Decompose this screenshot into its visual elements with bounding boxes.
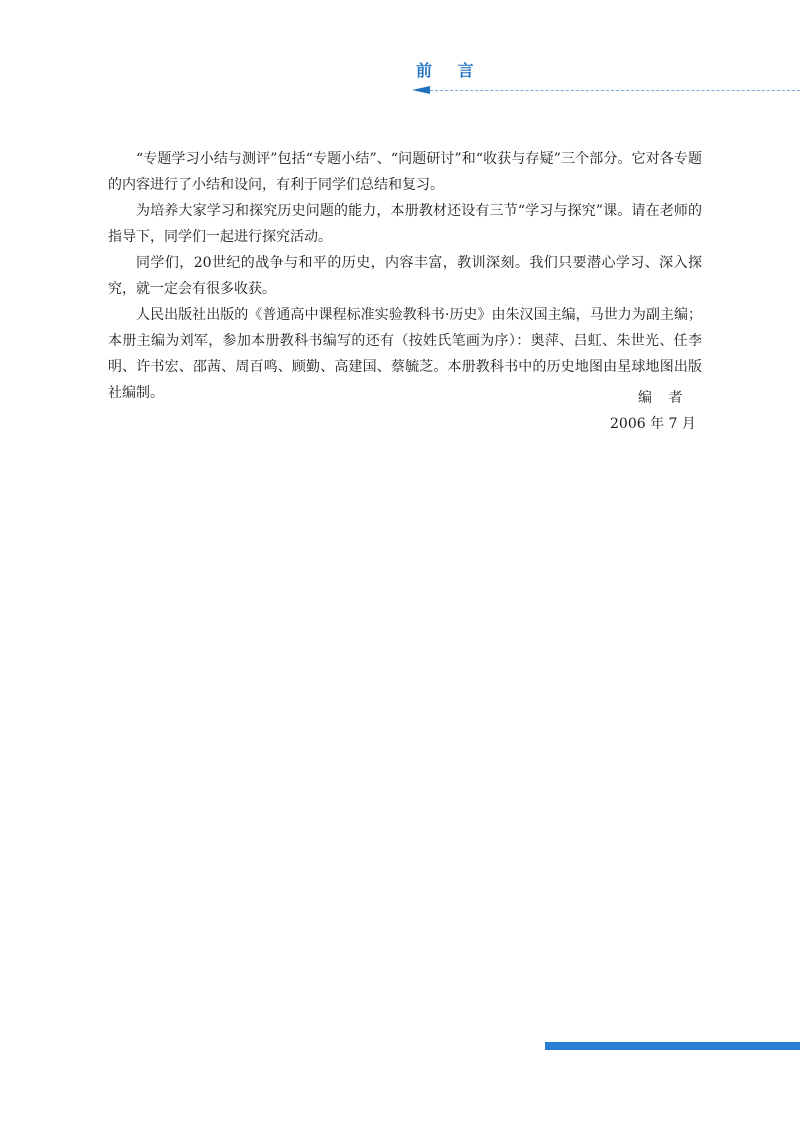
- preface-body: [108, 146, 702, 406]
- paragraph: “专题学习小结与测评”包括“专题小结”、“问题研讨”和“收获与存疑”三个部分。它对各专题的内容进行了小结和设问，有利于同学们总结和复习。: [108, 151, 702, 193]
- publication-date: 2006 年 7 月: [610, 416, 696, 432]
- paragraph: 同学们，20世纪的战争与和平的历史，内容丰富，教训深刻。我们只要潜心学习、深入探究，就一定会有很多收获。: [108, 255, 702, 297]
- paragraph: 人民出版社出版的《普通高中课程标准实验教科书·历史》由朱汉国主编，马世力为副主编；本册主编为刘军，参加本册教科书编写的还有（按姓氏笔画为序）：奥萍、吕虹、朱世光、任李明、许书宏、邵茜、周百鸣、顾勤、高建国、蔡毓芝。本册教科书中的历史地图由星球地图出版社编制。: [108, 307, 702, 401]
- header-dashed-rule: [430, 90, 800, 91]
- arrow-left-icon: [412, 86, 430, 94]
- signature-block: [560, 385, 700, 437]
- page-title: 前 言: [416, 61, 484, 80]
- paragraph: 为培养大家学习和探究历史问题的能力，本册教材还设有三节“学习与探究”课。请在老师的指导下，同学们一起进行探究活动。: [108, 203, 702, 245]
- footer-accent-bar: [545, 1042, 800, 1050]
- author-signature: 编 者: [638, 390, 689, 406]
